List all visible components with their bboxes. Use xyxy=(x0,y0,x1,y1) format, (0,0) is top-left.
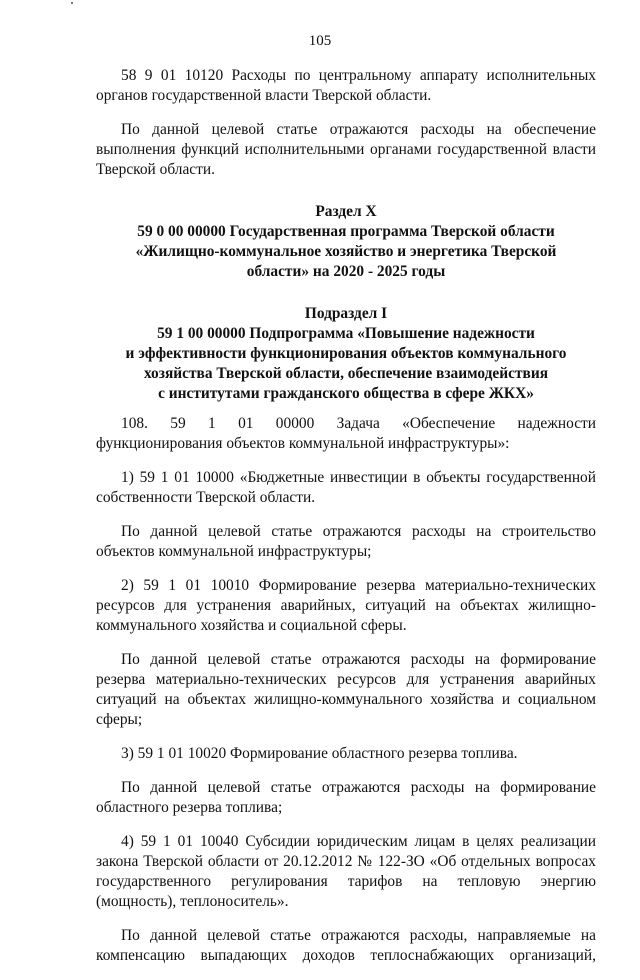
subsection-line-4: с институтами гражданского общества в сфере ЖКХ» xyxy=(158,385,534,402)
subsection-line-1: 59 1 00 00000 Подпрограмма «Повышение надежности xyxy=(157,325,535,342)
section-heading xyxy=(96,202,596,282)
scan-artifact xyxy=(71,2,73,4)
page-number: 105 xyxy=(308,33,332,49)
paragraph-item-1-description: По данной целевой статье отражаются расходы на строительство объектов коммунальной инфраструктуры; xyxy=(96,523,596,560)
subsection-line-3: хозяйства Тверской области, обеспечение взаимодействия xyxy=(143,365,549,382)
paragraph-description: По данной целевой статье отражаются расходы на обеспечение выполнения функций исполнительными органами государственной власти Тверской области. xyxy=(96,121,596,178)
paragraph-task-108: 108. 59 1 01 00000 Задача «Обеспечение надежности функционирования объектов коммунальной инфраструктуры»: xyxy=(96,415,596,452)
paragraph-budget-code-58-9-01-10120: 58 9 01 10120 Расходы по центральному аппарату исполнительных органов государственной власти Тверской области. xyxy=(96,67,596,104)
subsection-title: Подраздел I xyxy=(304,305,388,322)
paragraph-item-3-description: По данной целевой статье отражаются расходы на формирование областного резерва топлива; xyxy=(96,779,596,816)
paragraph-item-4: 4) 59 1 01 10040 Субсидии юридическим лицам в целях реализации закона Тверской области от 20.12.2012 № 122-ЗО «Об отдельных вопросах государственного регулирования тарифов на тепловую энергию (мощность), теплоноситель». xyxy=(96,833,596,910)
paragraph-item-2: 2) 59 1 01 10010 Формирование резерва материально-технических ресурсов для устранения аварийных, ситуаций на объектах жилищно-коммунального хозяйства и социальной сферы. xyxy=(96,577,596,634)
section-title: Раздел X xyxy=(315,203,377,220)
section-line-1: 59 0 00 00000 Государственная программа Тверской области xyxy=(137,223,555,240)
subsection-heading xyxy=(96,304,596,404)
subsection-line-2: и эффективности функционирования объектов коммунального xyxy=(125,345,567,362)
paragraph-item-4-description: По данной целевой статье отражаются расходы, направляемые на компенсацию выпадающих доходов теплоснабжающих организаций, xyxy=(96,927,596,964)
section-line-2: «Жилищно-коммунальное хозяйство и энергетика Тверской xyxy=(135,243,557,260)
paragraph-item-1: 1) 59 1 01 10000 «Бюджетные инвестиции в объекты государственной собственности Тверской области. xyxy=(96,469,596,506)
section-line-3: области» на 2020 - 2025 годы xyxy=(246,263,446,280)
paragraph-item-3: 3) 59 1 01 10020 Формирование областного резерва топлива. xyxy=(121,745,518,762)
page-content xyxy=(96,66,596,980)
paragraph-item-2-description: По данной целевой статье отражаются расходы на формирование резерва материально-технических ресурсов для устранения аварийных ситуаций на объектах жилищно-коммунального хозяйства и социальном сферы; xyxy=(96,651,596,728)
